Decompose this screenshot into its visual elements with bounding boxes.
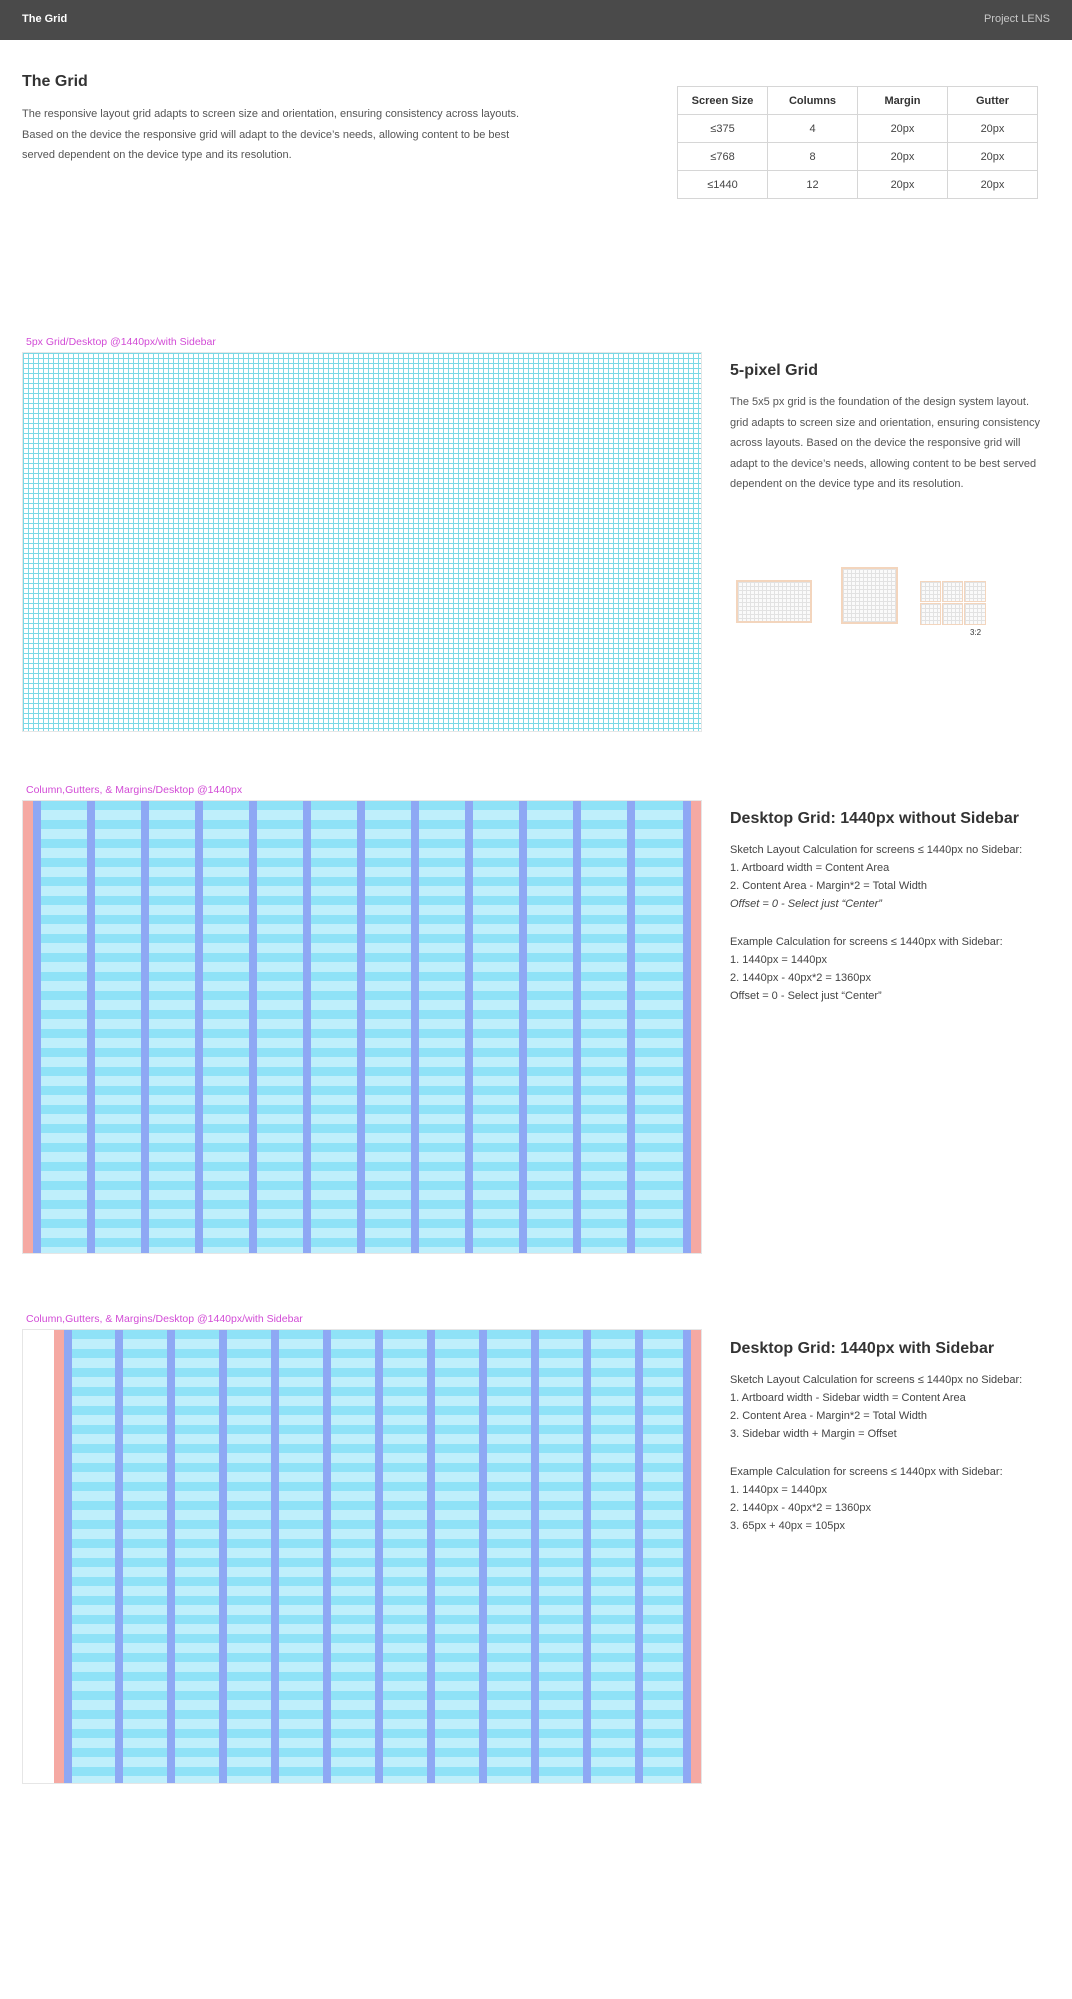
gutter: [583, 1330, 591, 1783]
calc-line: Sketch Layout Calculation for screens ≤ 1440px no Sidebar:: [730, 844, 1023, 856]
sidebar-title: Desktop Grid: 1440px with Sidebar: [730, 1340, 995, 1357]
gutter: [519, 801, 527, 1253]
thumbnail-cell: [942, 581, 963, 602]
table-row: [678, 143, 1038, 171]
thumbnail-landscape: [736, 580, 812, 623]
margin-left: [54, 1330, 64, 1783]
calc-line: 1. Artboard width = Content Area: [730, 862, 890, 874]
gutter: [573, 801, 581, 1253]
gutter: [683, 1330, 691, 1783]
table-row: [678, 171, 1038, 199]
intro-text: The responsive layout grid adapts to screen size and orientation, ensuring consistency across layouts. Based on the device the responsive grid will adapt to the device’s needs, allowing content to be best served dependent on the device type and its resolution.: [22, 108, 520, 161]
table-cell: 20px: [948, 171, 1038, 199]
pixel-grid-artboard: [22, 352, 702, 732]
ratio-label: 3:2: [970, 628, 982, 637]
gutter: [303, 801, 311, 1253]
calc-line: Sketch Layout Calculation for screens ≤ 1440px no Sidebar:: [730, 1374, 1023, 1386]
margin-right: [691, 1330, 701, 1783]
top-bar: [0, 0, 1072, 40]
table-cell: 8: [768, 143, 858, 171]
gutter: [195, 801, 203, 1253]
gutter: [683, 801, 691, 1253]
calc-line: Example Calculation for screens ≤ 1440px with Sidebar:: [730, 1466, 1003, 1478]
thumbnail-square: [841, 567, 898, 624]
margin-right: [691, 801, 701, 1253]
app-title: The Grid: [22, 13, 68, 25]
table-cell: 20px: [858, 171, 948, 199]
gutter: [635, 1330, 643, 1783]
gutter: [271, 1330, 279, 1783]
table-cell: 20px: [948, 115, 1038, 143]
gutter: [167, 1330, 175, 1783]
gutter: [115, 1330, 123, 1783]
header-screen-size: Screen Size: [678, 87, 768, 115]
gutter: [141, 801, 149, 1253]
gutter: [33, 801, 41, 1253]
sidebar-area: [23, 1330, 54, 1783]
gutter: [627, 801, 635, 1253]
header-margin: Margin: [858, 87, 948, 115]
gutter: [479, 1330, 487, 1783]
thumbnail-cell: [964, 581, 986, 602]
gutter: [531, 1330, 539, 1783]
calc-line: 1. Artboard width - Sidebar width = Content Area: [730, 1392, 966, 1404]
table-row: [678, 115, 1038, 143]
table-cell: ≤375: [678, 115, 768, 143]
margin-left: [23, 801, 33, 1253]
table-cell: 20px: [858, 115, 948, 143]
calc-line: 2. 1440px - 40px*2 = 1360px: [730, 972, 871, 984]
header-gutter: Gutter: [948, 87, 1038, 115]
gutter: [219, 1330, 227, 1783]
pixel-grid-title: 5-pixel Grid: [730, 362, 819, 379]
calc-line: 3. 65px + 40px = 105px: [730, 1520, 845, 1532]
calc-line: 2. Content Area - Margin*2 = Total Width: [730, 880, 927, 892]
thumbnail-cell: [920, 581, 941, 602]
table-cell: 20px: [948, 143, 1038, 171]
table-cell: 12: [768, 171, 858, 199]
sidebar-artboard: [22, 1329, 702, 1784]
gutter: [357, 801, 365, 1253]
thumbnail-cell: [920, 603, 941, 625]
gutter: [249, 801, 257, 1253]
no-sidebar-title: Desktop Grid: 1440px without Sidebar: [730, 810, 1019, 827]
gutter: [64, 1330, 72, 1783]
table-header-row: [678, 87, 1038, 115]
calc-line: 1. 1440px = 1440px: [730, 1484, 827, 1496]
calc-line: 2. Content Area - Margin*2 = Total Width: [730, 1410, 927, 1422]
project-name[interactable]: Project LENS: [983, 13, 1050, 25]
table-cell: ≤1440: [678, 171, 768, 199]
column-area: [41, 801, 691, 1253]
calc-line: Example Calculation for screens ≤ 1440px with Sidebar:: [730, 936, 1003, 948]
header-columns: Columns: [768, 87, 858, 115]
no-sidebar-caption: Column,Gutters, & Margins/Desktop @1440px: [26, 784, 243, 796]
table-cell: ≤768: [678, 143, 768, 171]
sidebar-calculation: [730, 1371, 1050, 1535]
no-sidebar-artboard: [22, 800, 702, 1254]
no-sidebar-calculation: [730, 841, 1050, 1005]
gutter: [465, 801, 473, 1253]
sidebar-caption: Column,Gutters, & Margins/Desktop @1440px/with Sidebar: [26, 1313, 303, 1325]
calc-line: 3. Sidebar width + Margin = Offset: [730, 1428, 897, 1440]
calc-line: Offset = 0 - Select just “Center”: [730, 990, 882, 1002]
table-cell: 4: [768, 115, 858, 143]
gutter: [87, 801, 95, 1253]
thumbnail-cell: [964, 603, 986, 625]
gutter: [411, 801, 419, 1253]
page-title: The Grid: [22, 73, 88, 90]
gutter: [375, 1330, 383, 1783]
pixel-grid-description: The 5x5 px grid is the foundation of the design system layout. grid adapts to screen size and orientation, ensuring consistency across layouts. Based on the device the responsive grid will adapt to the device’s needs, allowing content to be best served dependent on the device type and its resolution.: [730, 396, 1041, 490]
calc-line: Offset = 0 - Select just “Center”: [730, 898, 882, 910]
grid-sizes-table: [677, 86, 1038, 199]
calc-line: 2. 1440px - 40px*2 = 1360px: [730, 1502, 871, 1514]
gutter: [323, 1330, 331, 1783]
calc-line: 1. 1440px = 1440px: [730, 954, 827, 966]
table-cell: 20px: [858, 143, 948, 171]
pixel-grid-caption: 5px Grid/Desktop @1440px/with Sidebar: [26, 336, 216, 348]
gutter: [427, 1330, 435, 1783]
thumbnail-cell: [942, 603, 963, 625]
